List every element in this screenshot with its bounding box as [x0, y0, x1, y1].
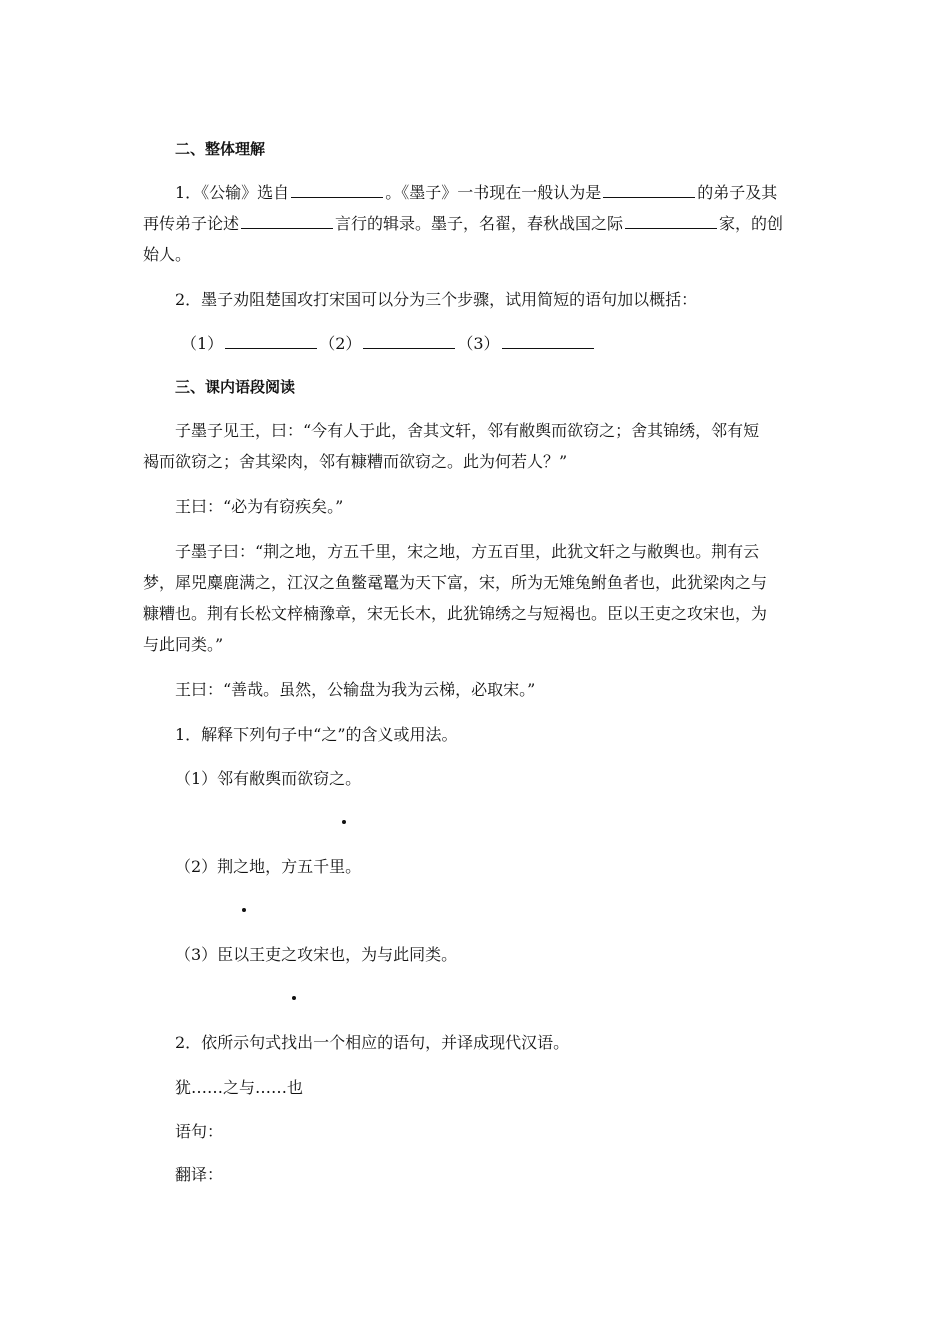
q1-text-a: 1．《公输》选自 — [175, 183, 290, 202]
q1-text-c: 的弟子及其 — [697, 183, 778, 202]
emphasis-dot — [242, 908, 246, 912]
answer-blank[interactable] — [502, 334, 594, 349]
reading-q1-item-3: （3）臣以王吏之攻宋也，为与此同类。 — [175, 945, 458, 964]
section-heading-overall-understanding: 二、整体理解 — [175, 140, 266, 158]
q2-item-1: （1） — [181, 334, 224, 353]
q1-text-b: 。《墨子》一书现在一般认为是 — [385, 183, 602, 202]
reading-question-1: 1．解释下列句子中“之”的含义或用法。 — [175, 725, 458, 744]
q2-item-2: （2） — [319, 334, 362, 353]
passage-line: 王曰：“善哉。虽然，公输盘为我为云梯，必取宋。” — [175, 680, 536, 699]
emphasis-dot — [292, 996, 296, 1000]
translation-label: 翻译： — [175, 1165, 224, 1184]
passage-line: 与此同类。” — [143, 635, 224, 654]
q1-text-d: 再传弟子论述 — [143, 214, 240, 233]
question-1-line-2 — [143, 214, 813, 234]
passage-line: 梦，犀兕麋鹿满之，江汉之鱼鳖鼋鼍为天下富，宋，所为无雉兔鲋鱼者也，此犹梁肉之与 — [143, 573, 768, 592]
sentence-label: 语句： — [175, 1122, 224, 1141]
q2-item-3: （3） — [457, 334, 500, 353]
q1-text-e: 言行的辑录。墨子，名翟，春秋战国之际 — [335, 214, 624, 233]
passage-line: 王曰：“必为有窃疾矣。” — [175, 497, 344, 516]
passage-line: 糠糟也。荆有长松文梓楠豫章，宋无长木，此犹锦绣之与短褐也。臣以王吏之攻宋也，为 — [143, 604, 768, 623]
passage-line: 褐而欲窃之；舍其梁肉，邻有糠糟而欲窃之。此为何若人？” — [143, 452, 568, 471]
sentence-pattern: 犹……之与……也 — [175, 1078, 304, 1097]
emphasis-dot — [342, 820, 346, 824]
question-1-line-1 — [175, 183, 845, 203]
answer-blank[interactable] — [225, 334, 317, 349]
answer-blank[interactable] — [241, 214, 333, 229]
question-2-answers — [181, 334, 851, 354]
answer-blank[interactable] — [363, 334, 455, 349]
question-1-line-3: 始人。 — [143, 245, 192, 264]
passage-line: 子墨子曰：“荆之地，方五千里，宋之地，方五百里，此犹文轩之与敝舆也。荆有云 — [175, 542, 760, 561]
q1-text-f: 家，的创 — [719, 214, 784, 233]
answer-blank[interactable] — [291, 183, 383, 198]
reading-question-2: 2．依所示句式找出一个相应的语句，并译成现代汉语。 — [175, 1033, 570, 1052]
passage-line: 子墨子见王，曰：“今有人于此，舍其文轩，邻有敝舆而欲窃之；舍其锦绣，邻有短 — [175, 421, 760, 440]
reading-q1-item-1: （1）邻有敝舆而欲窃之。 — [175, 769, 362, 788]
answer-blank[interactable] — [603, 183, 695, 198]
answer-blank[interactable] — [625, 214, 717, 229]
reading-q1-item-2: （2）荆之地，方五千里。 — [175, 857, 362, 876]
question-2: 2．墨子劝阻楚国攻打宋国可以分为三个步骤，试用简短的语句加以概括： — [175, 290, 698, 309]
section-heading-reading: 三、课内语段阅读 — [175, 378, 296, 396]
